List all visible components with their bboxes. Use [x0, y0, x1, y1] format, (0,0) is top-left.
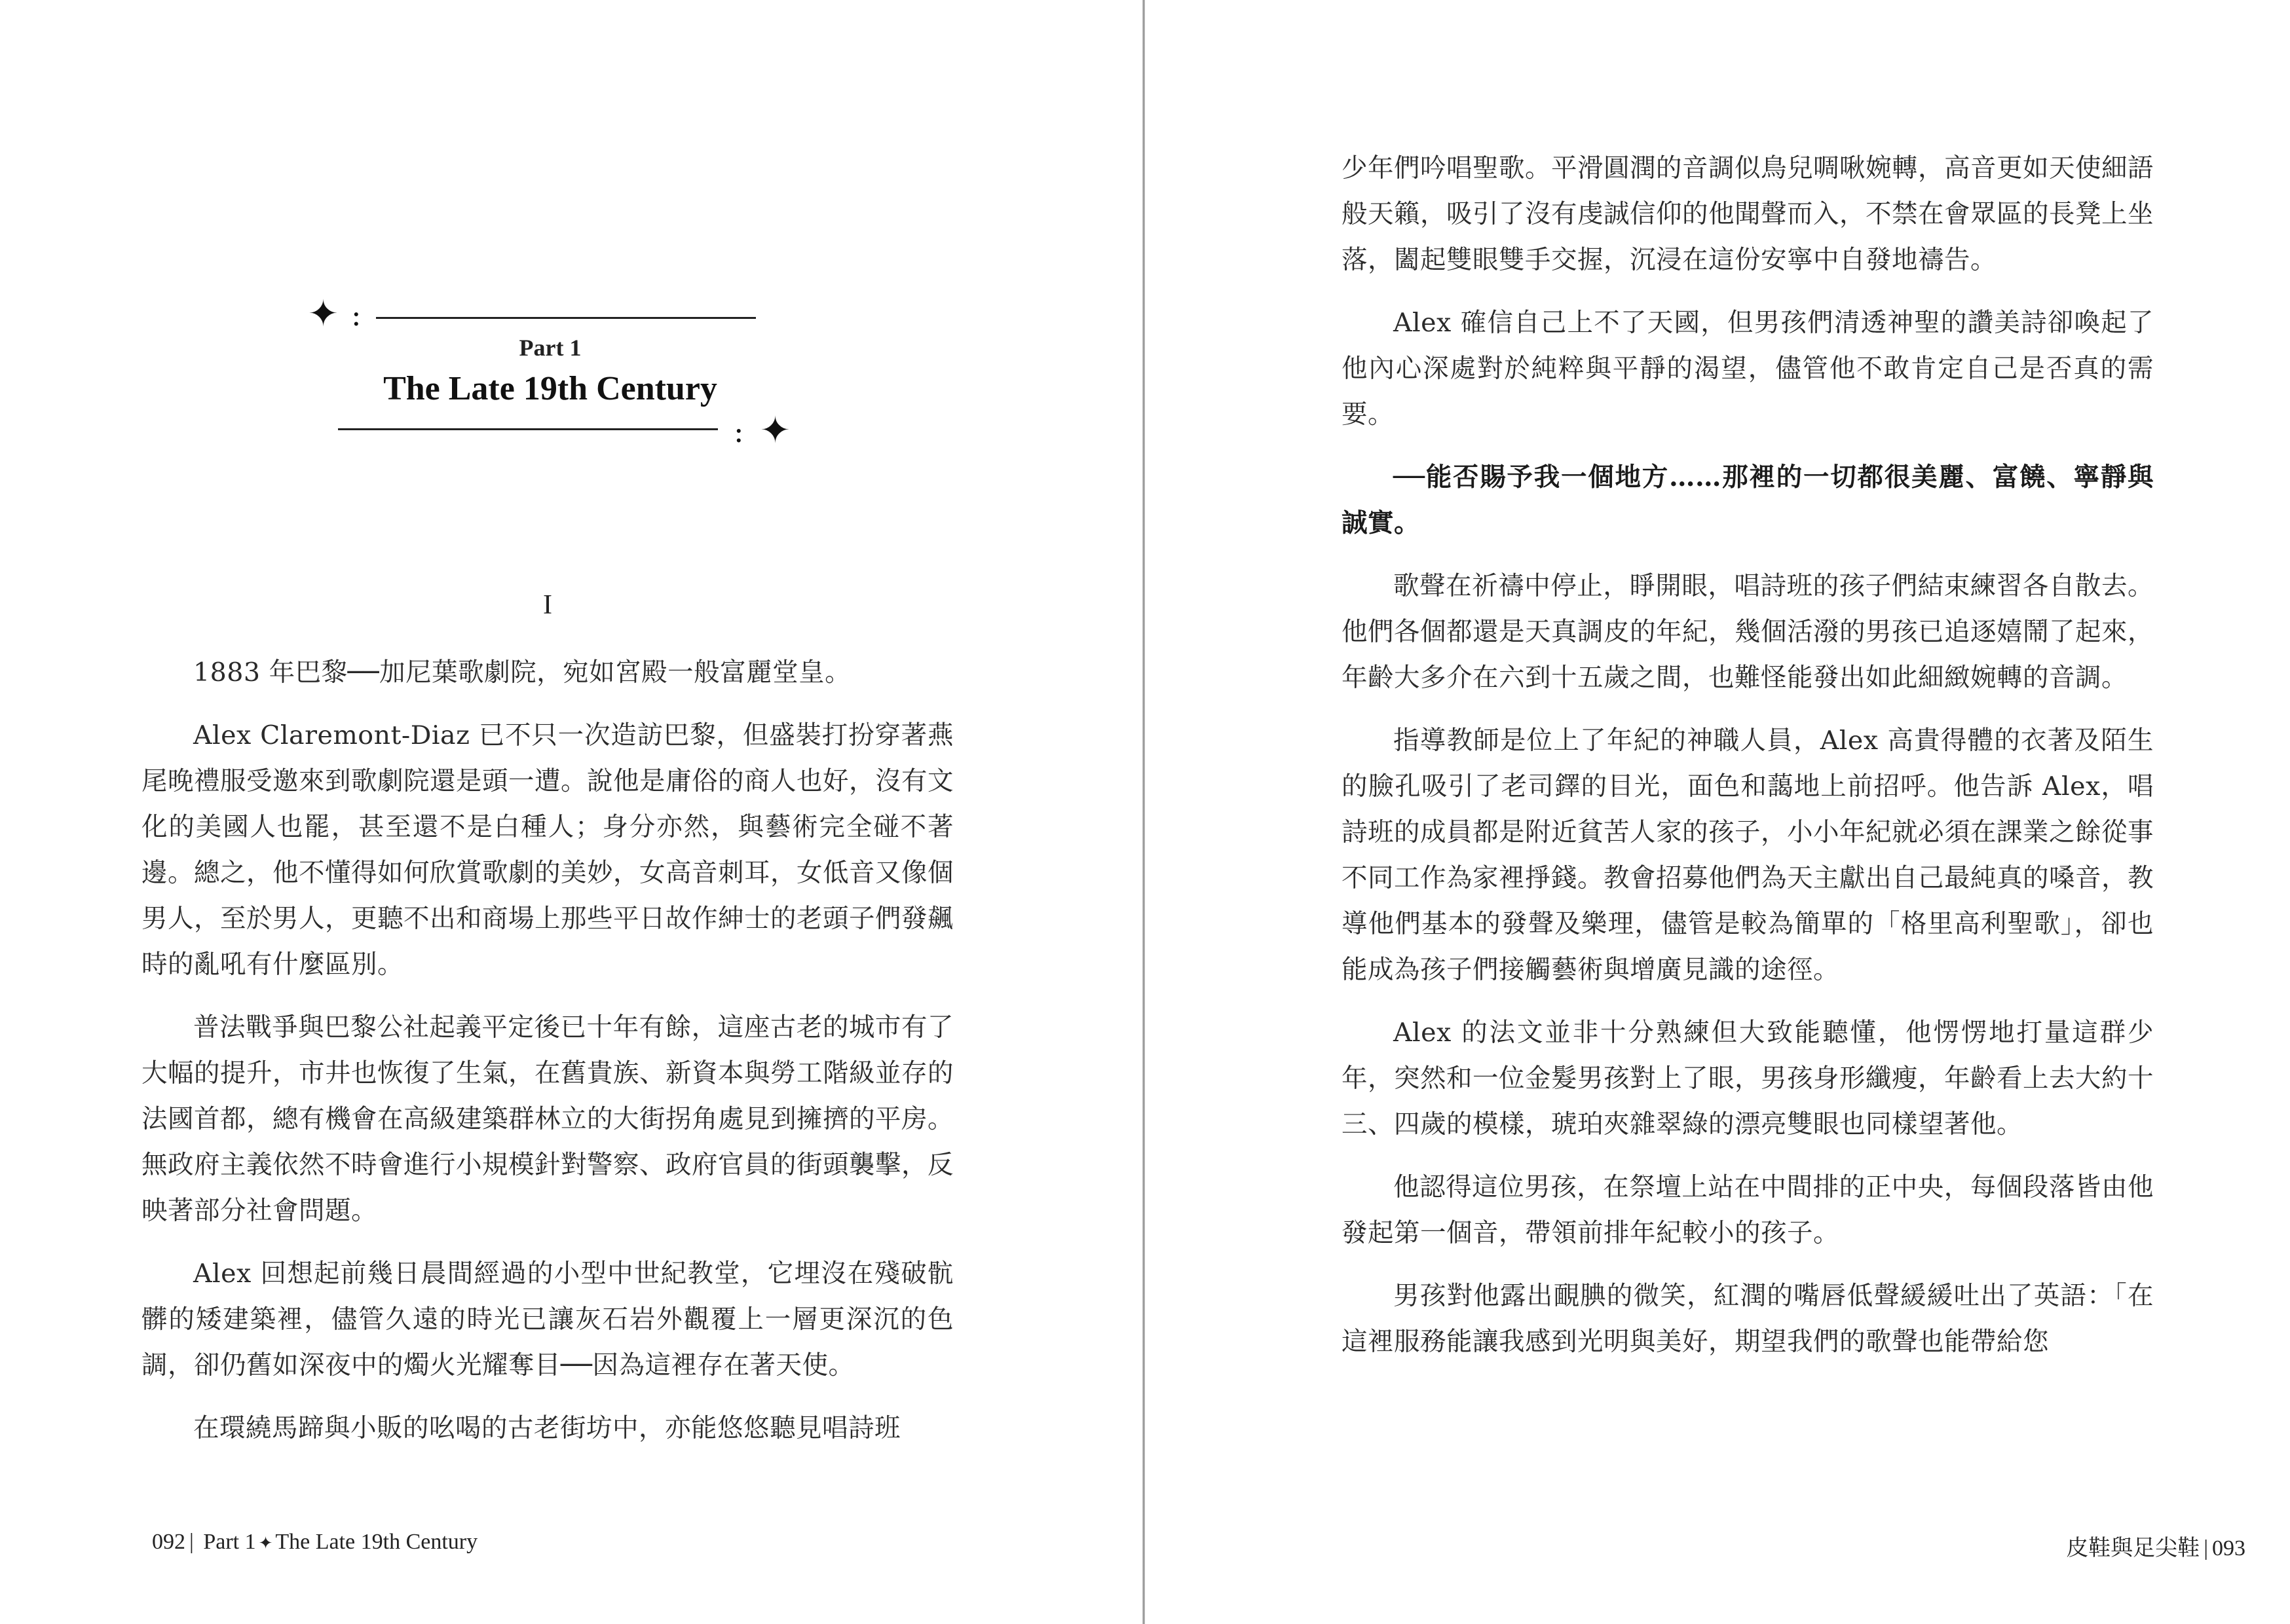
paragraph: Alex 回想起前幾日晨間經過的小型中世紀教堂，它埋沒在殘破骯髒的矮建築裡，儘管久遠的時光已讓灰石岩外觀覆上一層更深沉的色調，卻仍舊如深夜中的燭火光耀奪目──因為這裡存在著天使。: [141, 1259, 954, 1380]
paragraph: 歌聲在祈禱中停止，睜開眼，唱詩班的孩子們結束練習各自散去。他們各個都還是天真調皮的年紀，幾個活潑的男孩已追逐嬉鬧了起來，年齡大多介在六到十五歲之間，也難怪能發出如此細緻婉轉的音調。: [1342, 571, 2154, 693]
paragraph: 普法戰爭與巴黎公社起義平定後已十年有餘，這座古老的城市有了大幅的提升，市井也恢復了生氣，在舊貴族、新資本與勞工階級並存的法國首都，總有機會在高級建築群林立的大街拐角處見到擁擠的平房。無政府主義依然不時會進行小規模針對警察、政府官員的街頭襲擊，反映著部分社會問題。: [141, 1012, 954, 1226]
ornament-colon: :: [734, 414, 744, 449]
paragraph: 少年們吟唱聖歌。平滑圓潤的音調似鳥兒啁啾婉轉，高音更如天使細語般天籟，吸引了沒有虔誠信仰的他聞聲而入，不禁在會眾區的長凳上坐落，闔起雙眼雙手交握，沉浸在這份安寧中自發地禱告。: [1342, 153, 2154, 275]
bold-paragraph: ──能否賜予我一個地方……那裡的一切都很美麗、富饒、寧靜與誠實。: [1342, 462, 2154, 538]
left-footer: [152, 1530, 478, 1555]
footer-separator: |: [189, 1530, 194, 1554]
page-number: 092: [152, 1530, 185, 1554]
chapter-header: [301, 288, 799, 458]
paragraph: 男孩對他露出靦腆的微笑，紅潤的嘴唇低聲緩緩吐出了英語：「在這裡服務能讓我感到光明與美好，期望我們的歌聲也能帶給您: [1342, 1281, 2154, 1357]
paragraph: 1883 年巴黎──加尼葉歌劇院，宛如宮殿一般富麗堂皇。: [193, 657, 852, 688]
ornament-colon: :: [351, 297, 362, 333]
footer-separator: |: [2204, 1536, 2208, 1560]
star-icon: ✦: [258, 1534, 273, 1553]
paragraph: 指導教師是位上了年紀的神職人員，Alex 高貴得體的衣著及陌生的臉孔吸引了老司鐸的目光，面色和藹地上前招呼。他告訴 Alex，唱詩班的成員都是附近貧苦人家的孩子，小小年紀就必須在課業之餘從事不同工作為家裡掙錢。教會招募他們為天主獻出自己最純真的嗓音，教導他們基本的發聲及樂理，儘管是較為簡單的「格里高利聖歌」，卻也能成為孩子們接觸藝術與增廣見識的途徑。: [1342, 726, 2154, 985]
footer-title: The Late 19th Century: [275, 1530, 478, 1554]
right-body-text: [1342, 145, 2154, 1382]
paragraph: Alex 確信自己上不了天國，但男孩們清透神聖的讚美詩卻喚起了他內心深處對於純粹與平靜的渴望，儘管他不敢肯定自己是否真的需要。: [1342, 308, 2154, 430]
right-page: [1145, 0, 2290, 1624]
footer-part: Part 1: [203, 1530, 256, 1554]
paragraph: 他認得這位男孩，在祭壇上站在中間排的正中央，每個段落皆由他發起第一個音，帶領前排年紀較小的孩子。: [1342, 1172, 2154, 1248]
section-number: I: [543, 590, 552, 620]
footer-title: 皮鞋與足尖鞋: [2066, 1536, 2200, 1560]
paragraph: Alex Claremont-Diaz 已不只一次造訪巴黎，但盛裝打扮穿著燕尾晚禮服受邀來到歌劇院還是頭一遭。說他是庸俗的商人也好，沒有文化的美國人也罷，甚至還不是白種人；身分亦然，與藝術完全碰不著邊。總之，他不懂得如何欣賞歌劇的美妙，女高音刺耳，女低音又像個男人，至於男人，更聽不出和商場上那些平日故作紳士的老頭子們發飆時的亂吼有什麼區別。: [141, 720, 954, 980]
four-point-star-icon: ✦: [760, 409, 791, 452]
part-title: The Late 19th Century: [383, 370, 717, 407]
left-body-text: [141, 650, 954, 1468]
left-page: [0, 0, 1144, 1624]
page-number: 093: [2212, 1536, 2245, 1560]
header-rule-bottom: [338, 428, 718, 430]
right-footer: [2066, 1530, 2245, 1562]
paragraph: 在環繞馬蹄與小販的吆喝的古老街坊中，亦能悠悠聽見唱詩班: [193, 1413, 901, 1443]
part-label: Part 1: [519, 335, 582, 361]
four-point-star-icon: ✦: [308, 293, 339, 335]
header-rule-top: [376, 317, 756, 319]
paragraph: Alex 的法文並非十分熟練但大致能聽懂，他愣愣地打量這群少年，突然和一位金髮男孩對上了眼，男孩身形纖瘦，年齡看上去大約十三、四歲的模樣，琥珀夾雜翠綠的漂亮雙眼也同樣望著他。: [1342, 1018, 2154, 1139]
